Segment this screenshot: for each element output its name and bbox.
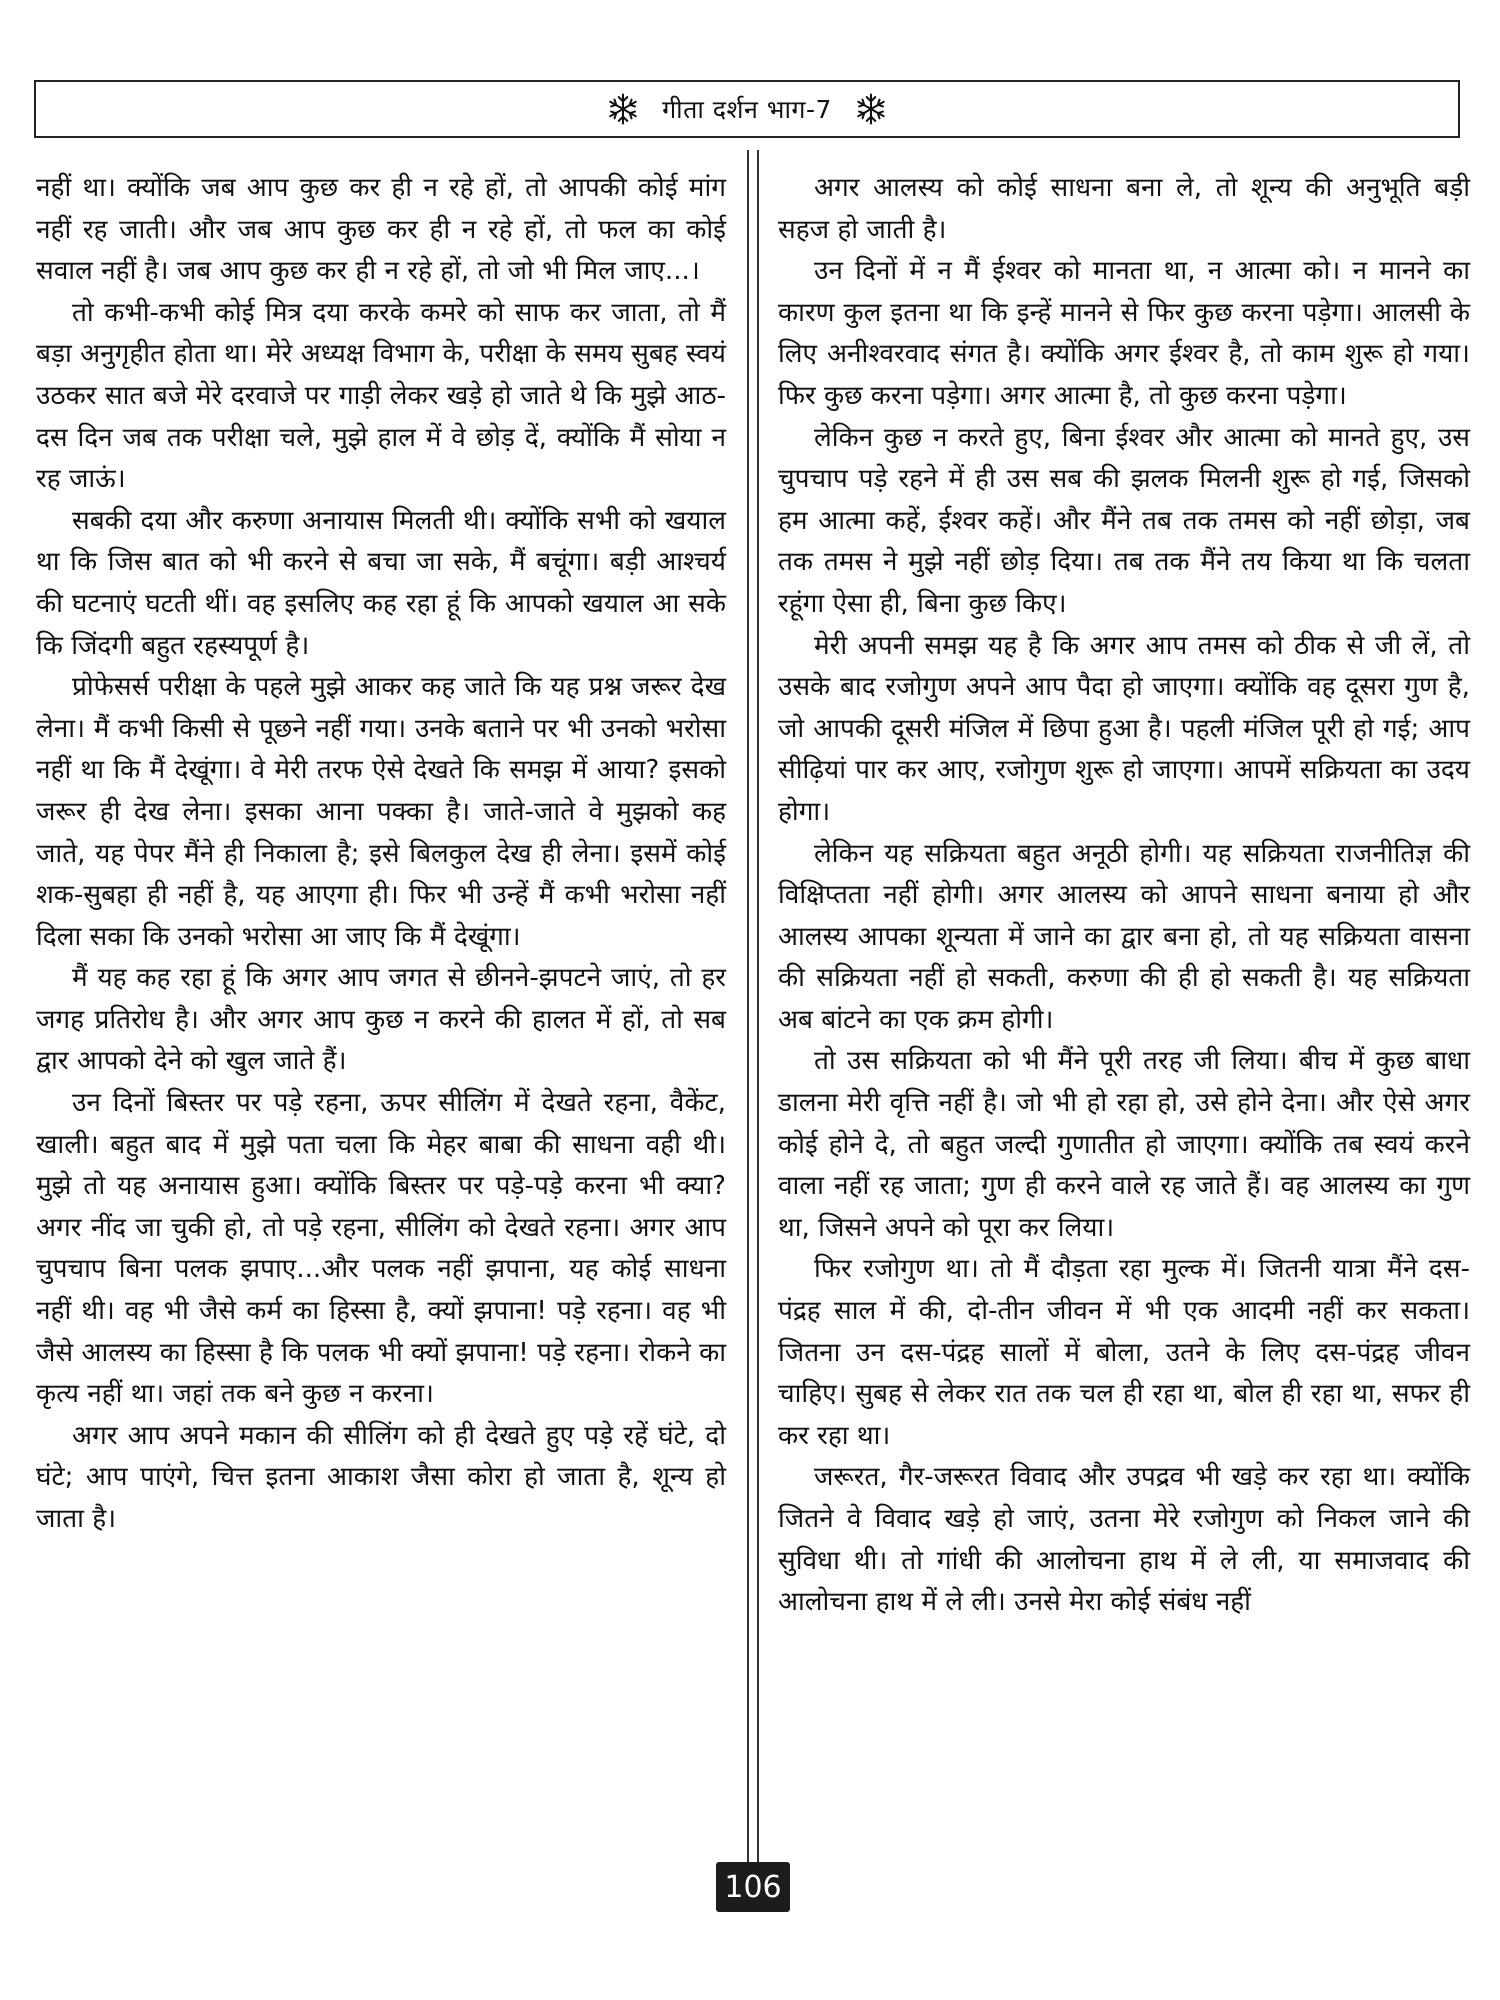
book-title: गीता दर्शन भाग-7 xyxy=(662,95,832,124)
paragraph: मेरी अपनी समझ यह है कि अगर आप तमस को ठीक से जी लें, तो उसके बाद रजोगुण अपने आप पैदा हो जाएगा। क्योंकि वह दूसरा गुण है, जो आपकी दूसरी मंजिल में छिपा हुआ है। पहली मंजिल पूरी हो गई; आप सीढ़ियां पार कर आए, रजोगुण शुरू हो जाएगा। आपमें सक्रियता का उदय होगा। xyxy=(778,630,1470,827)
paragraph: लेकिन कुछ न करते हुए, बिना ईश्वर और आत्मा को मानते हुए, उस चुपचाप पड़े रहने में ही उस सब की झलक मिलनी शुरू हो गई, जिसको हम आत्मा कहें, ईश्वर कहें। और मैंने तब तक तमस को नहीं छोड़ा, जब तक तमस ने मुझे नहीं छोड़ दिया। तब तक मैंने तय किया था कि चलता रहूंगा ऐसा ही, बिना कुछ किए। xyxy=(778,422,1470,619)
right-text-column xyxy=(778,168,1470,1624)
paragraph: मैं यह कह रहा हूं कि अगर आप जगत से छीनने-झपटने जाएं, तो हर जगह प्रतिरोध है। और अगर आप कुछ न करने की हालत में हों, तो सब द्वार आपको देने को खुल जाते हैं। xyxy=(36,963,726,1077)
paragraph: सबकी दया और करुणा अनायास मिलती थी। क्योंकि सभी को खयाल था कि जिस बात को भी करने से बचा जा सके, मैं बचूंगा। बड़ी आश्चर्य की घटनाएं घटती थीं। वह इसलिए कह रहा हूं कि आपको खयाल आ सके कि जिंदगी बहुत रहस्यपूर्ण है। xyxy=(36,505,726,661)
paragraph: लेकिन यह सक्रियता बहुत अनूठी होगी। यह सक्रियता राजनीतिज्ञ की विक्षिप्तता नहीं होगी। अगर आलस्य को आपने साधना बनाया हो और आलस्य आपका शून्यता में जाने का द्वार बना हो, तो यह सक्रियता वासना की सक्रियता नहीं हो सकती, करुणा की ही हो सकती है। यह सक्रियता अब बांटने का एक क्रम होगी। xyxy=(778,838,1470,1035)
paragraph: जरूरत, गैर-जरूरत विवाद और उपद्रव भी खड़े कर रहा था। क्योंकि जितने वे विवाद खड़े हो जाएं, उतना मेरे रजोगुण को निकल जाने की सुविधा थी। तो गांधी की आलोचना हाथ में ले ली, या समाजवाद की आलोचना हाथ में ले ली। उनसे मेरा कोई संबंध नहीं xyxy=(778,1462,1470,1618)
snowflake-ornament-icon xyxy=(854,92,888,126)
paragraph: नहीं था। क्योंकि जब आप कुछ कर ही न रहे हों, तो आपकी कोई मांग नहीं रह जाती। और जब आप कुछ कर ही न रहे हों, तो फल का कोई सवाल नहीं है। जब आप कुछ कर ही न रहे हों, तो जो भी मिल जाए...। xyxy=(36,173,726,287)
left-text-column xyxy=(36,168,726,1541)
paragraph: उन दिनों बिस्तर पर पड़े रहना, ऊपर सीलिंग में देखते रहना, वैकेंट, खाली। बहुत बाद में मुझे पता चला कि मेहर बाबा की साधना वही थी। मुझे तो यह अनायास हुआ। क्योंकि बिस्तर पर पड़े-पड़े करना भी क्या? अगर नींद जा चुकी हो, तो पड़े रहना, सीलिंग को देखते रहना। अगर आप चुपचाप बिना पलक झपाए...और पलक नहीं झपाना, यह कोई साधना नहीं थी। वह भी जैसे कर्म का हिस्सा है, क्यों झपाना! पड़े रहना। वह भी जैसे आलस्य का हिस्सा है कि पलक भी क्यों झपाना! पड़े रहना। रोकने का कृत्य नहीं था। जहां तक बने कुछ न करना। xyxy=(36,1088,726,1410)
paragraph: तो उस सक्रियता को भी मैंने पूरी तरह जी लिया। बीच में कुछ बाधा डालना मेरी वृत्ति नहीं है। जो भी हो रहा हो, उसे होने देना। और ऐसे अगर कोई होने दे, तो बहुत जल्दी गुणातीत हो जाएगा। क्योंकि तब स्वयं करने वाला नहीं रह जाता; गुण ही करने वाले रह जाते हैं। वह आलस्य का गुण था, जिसने अपने को पूरा कर लिया। xyxy=(778,1046,1470,1243)
page-number: 106 xyxy=(716,1862,790,1912)
snowflake-ornament-icon xyxy=(606,92,640,126)
paragraph: फिर रजोगुण था। तो मैं दौड़ता रहा मुल्क में। जितनी यात्रा मैंने दस-पंद्रह साल में की, दो-तीन जीवन में भी एक आदमी नहीं कर सकता। जितना उन दस-पंद्रह सालों में बोला, उतने के लिए दस-पंद्रह जीवन चाहिए। सुबह से लेकर रात तक चल ही रहा था, बोल ही रहा था, सफर ही कर रहा था। xyxy=(778,1254,1470,1451)
paragraph: अगर आलस्य को कोई साधना बना ले, तो शून्य की अनुभूति बड़ी सहज हो जाती है। xyxy=(778,173,1470,245)
paragraph: तो कभी-कभी कोई मित्र दया करके कमरे को साफ कर जाता, तो मैं बड़ा अनुगृहीत होता था। मेरे अध्यक्ष विभाग के, परीक्षा के समय सुबह स्वयं उठकर सात बजे मेरे दरवाजे पर गाड़ी लेकर खड़े हो जाते थे कि मुझे आठ-दस दिन जब तक परीक्षा चले, मुझे हाल में वे छोड़ दें, क्योंकि मैं सोया न रह जाऊं। xyxy=(36,297,726,495)
running-header xyxy=(34,80,1460,138)
paragraph: उन दिनों में न मैं ईश्वर को मानता था, न आत्मा को। न मानने का कारण कुल इतना था कि इन्हें मानने से फिर कुछ करना पड़ेगा। आलसी के लिए अनीश्वरवाद संगत है। क्योंकि अगर ईश्वर है, तो काम शुरू हो गया। फिर कुछ करना पड़ेगा। अगर आत्मा है, तो कुछ करना पड़ेगा। xyxy=(778,256,1470,411)
column-divider xyxy=(747,150,759,1863)
paragraph: प्रोफेसर्स परीक्षा के पहले मुझे आकर कह जाते कि यह प्रश्न जरूर देख लेना। मैं कभी किसी से पूछने नहीं गया। उनके बताने पर भी उनको भरोसा नहीं था कि मैं देखूंगा। वे मेरी तरफ ऐसे देखते कि समझ में आया? इसको जरूर ही देख लेना। इसका आना पक्का है। जाते-जाते वे मुझको कह जाते, यह पेपर मैंने ही निकाला है; इसे बिलकुल देख ही लेना। इसमें कोई शक-सुबहा ही नहीं है, यह आएगा ही। फिर भी उन्हें मैं कभी भरोसा नहीं दिला सका कि उनको भरोसा आ जाए कि मैं देखूंगा। xyxy=(36,672,726,952)
paragraph: अगर आप अपने मकान की सीलिंग को ही देखते हुए पड़े रहें घंटे, दो घंटे; आप पाएंगे, चित्त इतना आकाश जैसा कोरा हो जाता है, शून्य हो जाता है। xyxy=(36,1420,726,1534)
